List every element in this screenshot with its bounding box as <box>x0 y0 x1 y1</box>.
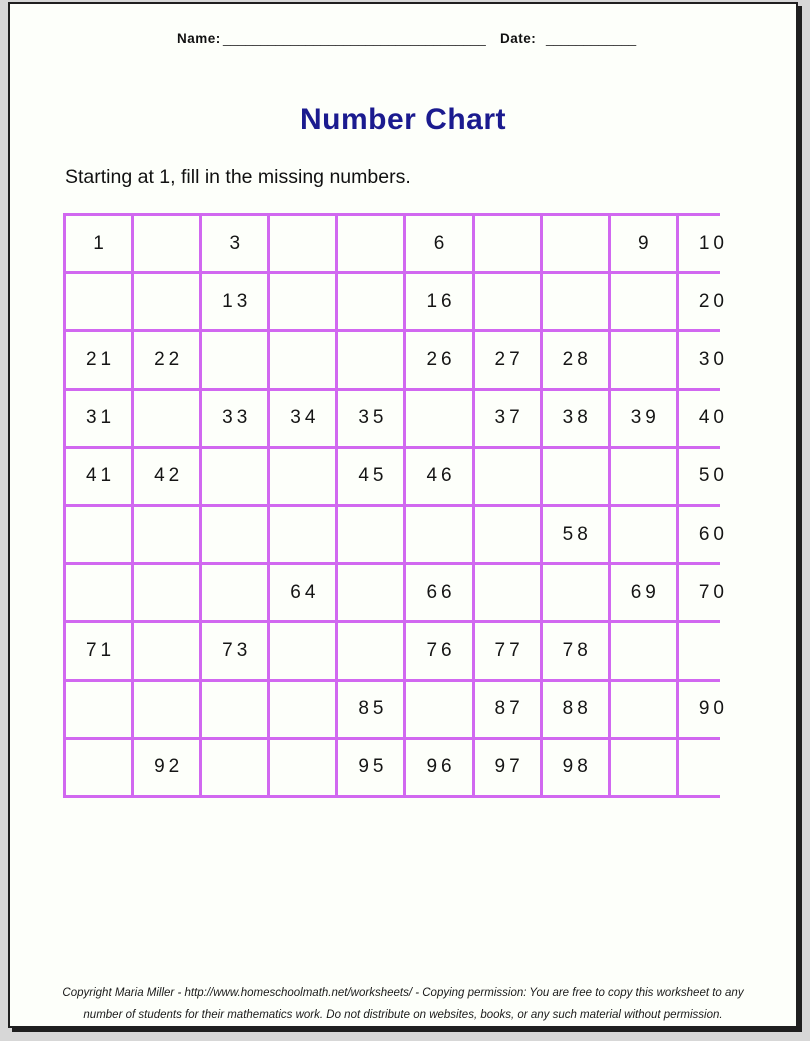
grid-cell-blank <box>66 565 131 620</box>
grid-cell-filled: 35 <box>338 391 403 446</box>
grid-cell-blank <box>134 216 199 271</box>
grid-cell-blank <box>338 332 403 387</box>
grid-cell-filled: 64 <box>270 565 335 620</box>
grid-cell-filled: 42 <box>134 449 199 504</box>
grid-cell-blank <box>338 623 403 678</box>
name-blank-line: ___________________________________ <box>223 31 486 46</box>
grid-cell-blank <box>611 449 676 504</box>
copyright-line-2: number of students for their mathematics work. Do not distribute on websites, books, or any such material without permission. <box>83 1009 723 1021</box>
grid-cell-filled: 60 <box>679 507 744 562</box>
grid-cell-filled: 98 <box>543 740 608 795</box>
grid-cell-blank <box>475 216 540 271</box>
grid-cell-blank <box>202 449 267 504</box>
grid-cell-blank <box>270 274 335 329</box>
grid-cell-filled: 33 <box>202 391 267 446</box>
grid-cell-blank <box>134 274 199 329</box>
grid-cell-filled: 76 <box>406 623 471 678</box>
grid-cell-blank <box>202 682 267 737</box>
grid-cell-blank <box>134 623 199 678</box>
grid-cell-blank <box>270 216 335 271</box>
grid-cell-filled: 46 <box>406 449 471 504</box>
grid-cell-blank <box>202 507 267 562</box>
grid-cell-blank <box>134 565 199 620</box>
grid-cell-filled: 38 <box>543 391 608 446</box>
grid-cell-filled: 45 <box>338 449 403 504</box>
grid-cell-blank <box>338 274 403 329</box>
date-label: Date: <box>500 31 537 46</box>
grid-cell-filled: 92 <box>134 740 199 795</box>
grid-cell-blank <box>611 274 676 329</box>
grid-cell-blank <box>406 682 471 737</box>
date-blank-line: ____________ <box>546 31 637 46</box>
grid-cell-blank <box>202 740 267 795</box>
grid-cell-blank <box>134 507 199 562</box>
name-label: Name: <box>177 31 221 46</box>
grid-cell-filled: 58 <box>543 507 608 562</box>
grid-cell-filled: 90 <box>679 682 744 737</box>
grid-cell-filled: 40 <box>679 391 744 446</box>
grid-cell-filled: 16 <box>406 274 471 329</box>
grid-cell-blank <box>611 682 676 737</box>
grid-cell-filled: 71 <box>66 623 131 678</box>
grid-cell-blank <box>475 274 540 329</box>
grid-cell-filled: 22 <box>134 332 199 387</box>
grid-cell-blank <box>134 682 199 737</box>
page-title: Number Chart <box>299 103 507 136</box>
grid-cell-blank <box>202 565 267 620</box>
grid-cell-blank <box>270 507 335 562</box>
grid-cell-filled: 50 <box>679 449 744 504</box>
grid-cell-blank <box>475 507 540 562</box>
header-row <box>10 31 796 51</box>
grid-cell-blank <box>134 391 199 446</box>
grid-cell-filled: 96 <box>406 740 471 795</box>
copyright-footer <box>10 982 796 1026</box>
grid-cell-filled: 28 <box>543 332 608 387</box>
grid-cell-filled: 26 <box>406 332 471 387</box>
grid-cell-blank <box>543 274 608 329</box>
instruction-text: Starting at 1, fill in the missing numbers. <box>65 166 411 188</box>
grid-cell-filled: 87 <box>475 682 540 737</box>
grid-cell-filled: 20 <box>679 274 744 329</box>
grid-cell-filled: 95 <box>338 740 403 795</box>
grid-cell-blank <box>270 682 335 737</box>
grid-cell-blank <box>406 391 471 446</box>
grid-cell-filled: 85 <box>338 682 403 737</box>
grid-cell-filled: 27 <box>475 332 540 387</box>
grid-cell-blank <box>475 449 540 504</box>
grid-cell-blank <box>475 565 540 620</box>
grid-cell-filled: 10 <box>679 216 744 271</box>
grid-cell-blank <box>338 565 403 620</box>
grid-cell-filled: 41 <box>66 449 131 504</box>
grid-cell-blank <box>66 740 131 795</box>
grid-cell-filled: 37 <box>475 391 540 446</box>
grid-cell-filled: 78 <box>543 623 608 678</box>
grid-cell-filled: 66 <box>406 565 471 620</box>
worksheet-page <box>8 2 798 1028</box>
grid-cell-blank <box>611 332 676 387</box>
grid-cell-blank <box>679 623 744 678</box>
grid-cell-blank <box>338 216 403 271</box>
grid-cell-blank <box>270 740 335 795</box>
grid-cell-blank <box>66 507 131 562</box>
grid-cell-blank <box>611 507 676 562</box>
grid-cell-filled: 3 <box>202 216 267 271</box>
grid-cell-filled: 6 <box>406 216 471 271</box>
grid-cell-filled: 69 <box>611 565 676 620</box>
grid-cell-filled: 1 <box>66 216 131 271</box>
grid-cell-filled: 21 <box>66 332 131 387</box>
grid-cell-filled: 70 <box>679 565 744 620</box>
grid-cell-filled: 97 <box>475 740 540 795</box>
grid-cell-filled: 39 <box>611 391 676 446</box>
grid-cell-blank <box>679 740 744 795</box>
grid-cell-filled: 88 <box>543 682 608 737</box>
number-grid <box>63 213 728 798</box>
grid-cell-blank <box>611 740 676 795</box>
grid-cell-blank <box>543 565 608 620</box>
grid-cell-blank <box>543 449 608 504</box>
grid-cell-blank <box>270 449 335 504</box>
grid-cell-filled: 13 <box>202 274 267 329</box>
grid-cell-blank <box>543 216 608 271</box>
grid-cell-filled: 30 <box>679 332 744 387</box>
grid-cell-blank <box>66 274 131 329</box>
grid-cell-filled: 73 <box>202 623 267 678</box>
grid-cell-blank <box>270 332 335 387</box>
grid-cell-blank <box>66 682 131 737</box>
grid-cell-blank <box>202 332 267 387</box>
grid-cell-filled: 34 <box>270 391 335 446</box>
copyright-line-1: Copyright Maria Miller - http://www.homeschoolmath.net/worksheets/ - Copying permission: You are free to copy this worksheet to any <box>62 987 744 999</box>
grid-cell-filled: 9 <box>611 216 676 271</box>
grid-cell-filled: 77 <box>475 623 540 678</box>
grid-cell-blank <box>611 623 676 678</box>
grid-cell-blank <box>338 507 403 562</box>
grid-cell-blank <box>270 623 335 678</box>
grid-cell-blank <box>406 507 471 562</box>
grid-cell-filled: 31 <box>66 391 131 446</box>
